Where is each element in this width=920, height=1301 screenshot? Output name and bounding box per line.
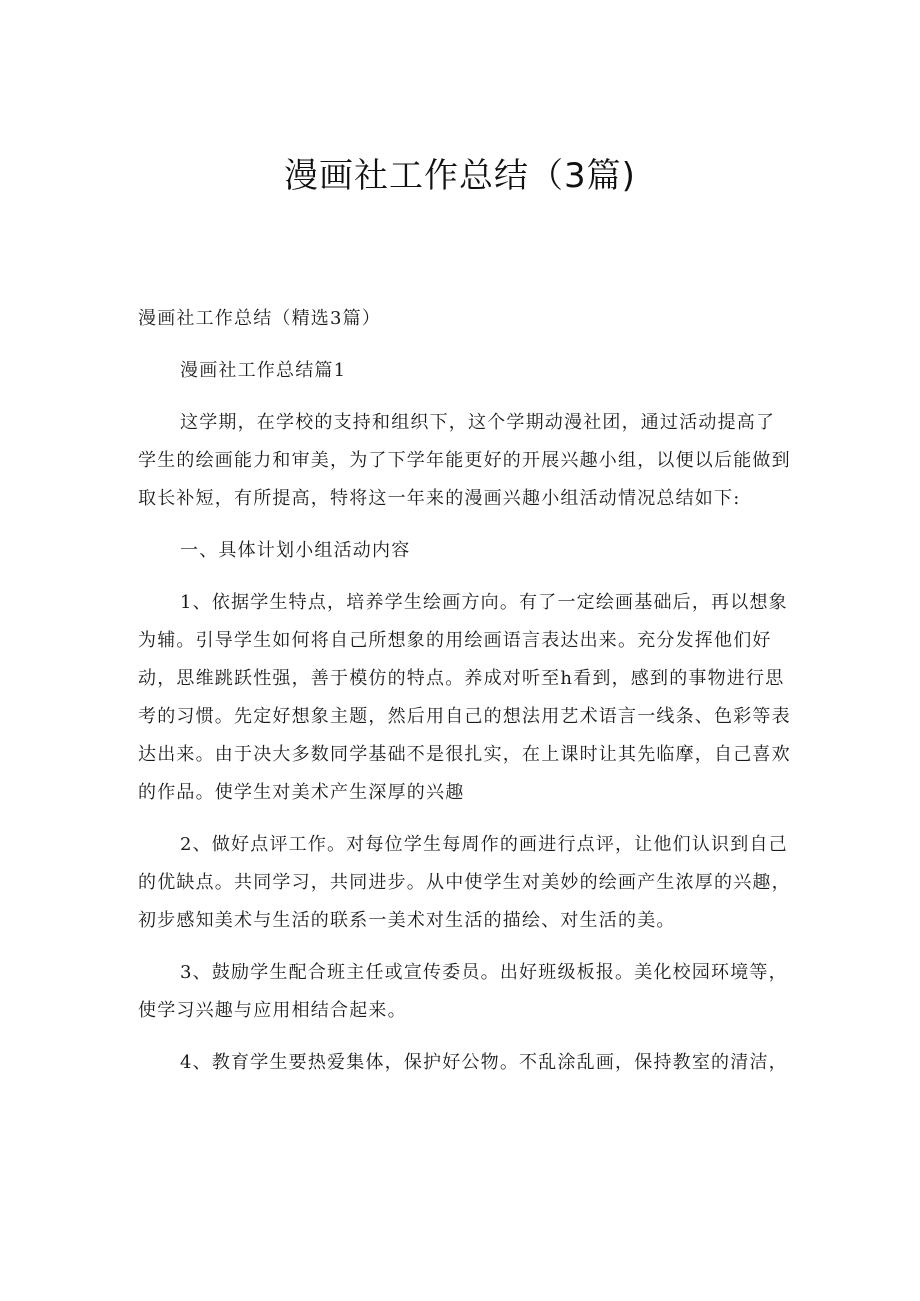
paragraph-intro: 这学期，在学校的支持和组织下，这个学期动漫社团，通过活动提高了学生的绘画能力和审美，为了下学年能更好的开展兴趣小组，以便以后能做到取长补短，有所提高，特将这一年来的漫画兴趣小组活动情况总结如下: — [138, 412, 791, 509]
paragraph-item-4: 4、教育学生要热爱集体，保护好公物。不乱涂乱画，保持教室的清洁， — [180, 1052, 788, 1073]
document-title: 漫画社工作总结（3篇) — [284, 156, 636, 196]
paragraph-item-2: 2、做好点评工作。对每位学生每周作的画进行点评，让他们认识到自己的优缺点。共同学习，共同进步。从中使学生对美妙的绘画产生浓厚的兴趣，初步感知美术与生活的联系一美术对生活的描绘、对生活的美。 — [138, 834, 791, 931]
paragraph-item-1: 1、依据学生特点，培养学生绘画方向。有了一定绘画基础后，再以想象为辅。引导学生如何将自己所想象的用绘画语言表达出来。充分发挥他们好动，思维跳跃性强，善于模仿的特点。养成对听至h看到，感到的事物进行思考的习惯。先定好想象主题，然后用自己的想法用艺术语言一线条、色彩等表达出来。由于决大多数同学基础不是很扎实，在上课时让其先临摩，自己喜欢的作品。使学生对美术产生深厚的兴趣 — [138, 592, 791, 803]
section-title: 漫画社工作总结篇1 — [180, 360, 347, 381]
paragraph-item-3: 3、鼓励学生配合班主任或宣传委员。出好班级板报。美化校园环境等，使学习兴趣与应用相结合起来。 — [138, 962, 788, 1021]
document-body — [138, 300, 794, 1096]
paragraph-heading-plan: 一、具体计划小组活动内容 — [180, 540, 411, 561]
document-subtitle: 漫画社工作总结（精选3篇） — [138, 308, 382, 329]
